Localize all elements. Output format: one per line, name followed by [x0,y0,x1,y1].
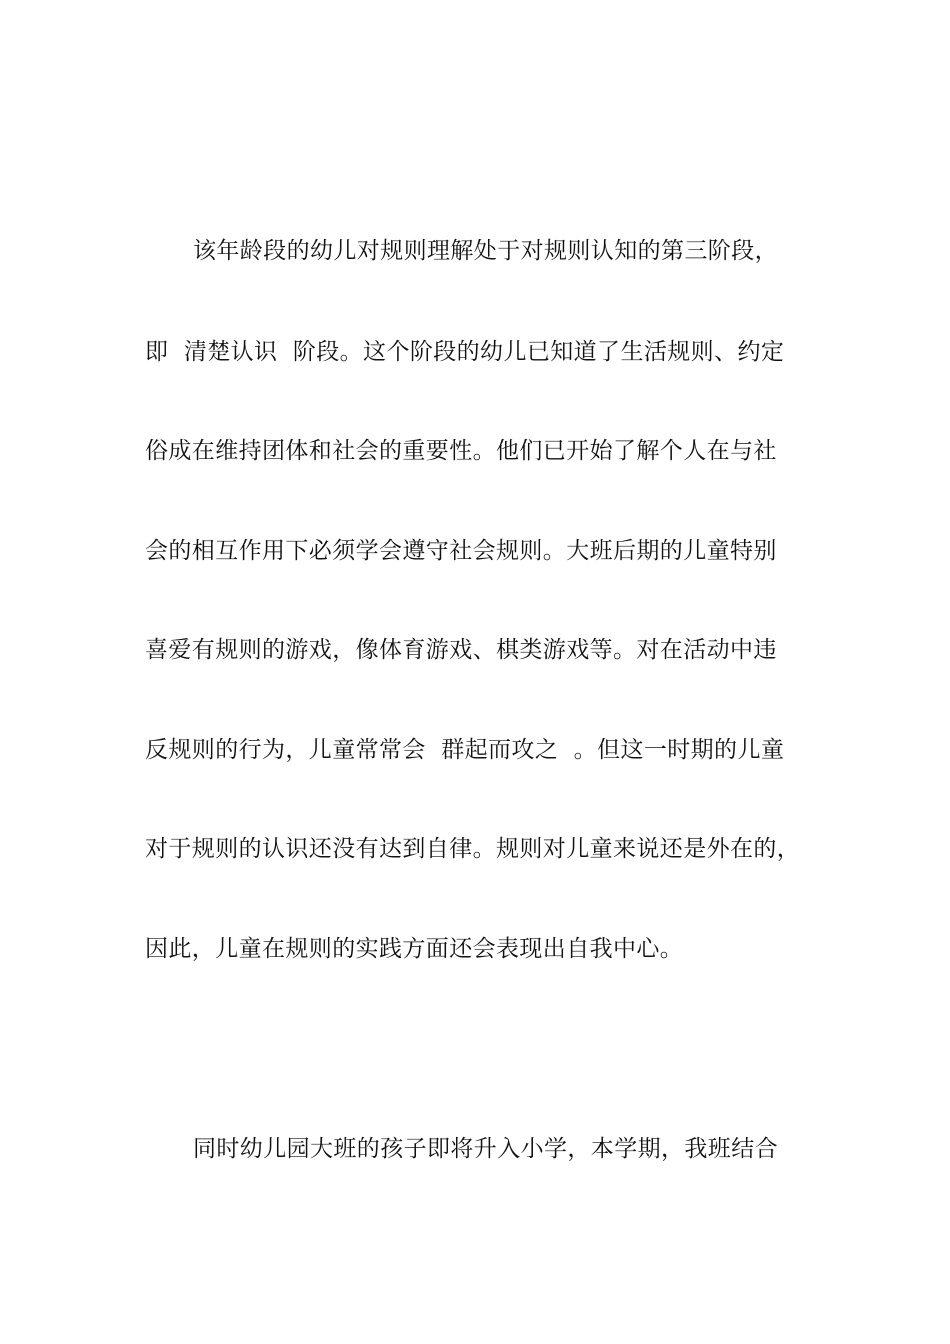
paragraph-1-line-2: 即 清楚认识 阶段。这个阶段的幼儿已知道了生活规则、约定 [145,339,785,365]
paragraph-1-line-7: 对于规则的认识还没有达到自律。规则对儿童来说还是外在的， [145,836,801,862]
paragraph-2-line-1: 同时幼儿园大班的孩子即将升入小学，本学期，我班结合 [193,1136,778,1162]
paragraph-1-line-8: 因此，儿童在规则的实践方面还会表现出自我中心。 [145,936,684,962]
paragraph-1-line-1: 该年龄段的幼儿对规则理解处于对规则认知的第三阶段， [193,238,778,264]
paragraph-1-line-5: 喜爱有规则的游戏，像体育游戏、棋类游戏等。对在活动中违 [145,637,777,663]
paragraph-1-line-4: 会的相互作用下必须学会遵守社会规则。大班后期的儿童特别 [145,538,777,564]
paragraph-1-line-6: 反规则的行为，儿童常常会 群起而攻之 。但这一时期的儿童 [145,737,785,763]
paragraph-1-line-3: 俗成在维持团体和社会的重要性。他们已开始了解个人在与社 [145,438,777,464]
